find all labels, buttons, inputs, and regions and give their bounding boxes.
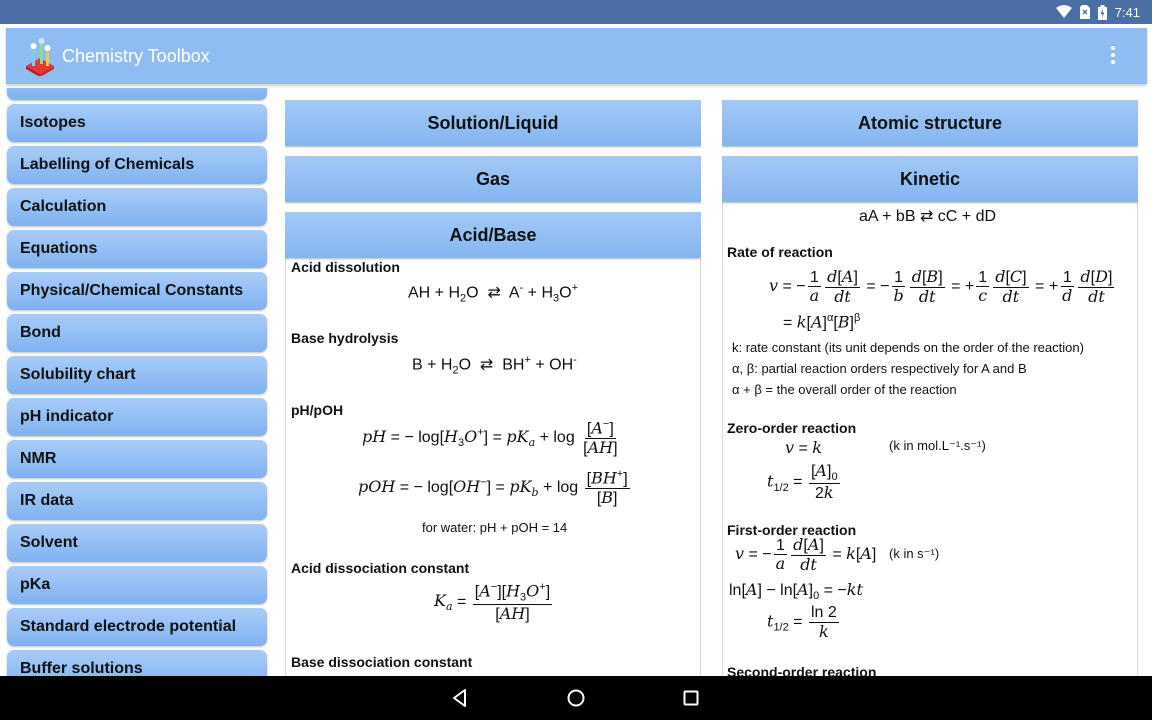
- sidebar-item-label: pKa: [20, 576, 51, 593]
- acid-base-panel: [285, 214, 701, 676]
- sidebar-item-buffer[interactable]: [7, 650, 267, 676]
- app-title: Chemistry Toolbox: [62, 45, 210, 66]
- chemistry-kit-logo: [20, 36, 60, 76]
- section-label: Gas: [475, 168, 511, 189]
- sidebar-item-label: Bond: [20, 324, 61, 341]
- first-order-integrated: $\ln[A] - \ln[A]_0 = -kt$: [729, 580, 863, 603]
- sidebar-item-ir-data[interactable]: [7, 482, 267, 520]
- right-column: [722, 100, 1138, 676]
- first-order-unit: (k in s⁻¹): [889, 546, 940, 561]
- section-acid-base[interactable]: [285, 212, 701, 258]
- zero-order-rate: v = k: [785, 438, 822, 457]
- sidebar-item-label: IR data: [20, 492, 74, 509]
- rate-of-reaction-title: Rate of reaction: [727, 244, 833, 260]
- sidebar-item-label: Labelling of Chemicals: [20, 156, 195, 173]
- status-bar: [0, 0, 1152, 24]
- sidebar-item-bond[interactable]: [7, 314, 267, 352]
- sidebar-item-label: Solubility chart: [20, 366, 136, 383]
- sidebar-item-partial[interactable]: [7, 88, 267, 100]
- navigation-bar: [0, 676, 1152, 720]
- poh-equation: pOH = − $\log[OH^-] = pK_b + \log$ $\frac{[BH^+]}{[B]}$: [358, 468, 628, 507]
- section-kinetic[interactable]: [722, 156, 1138, 202]
- status-time: 7:41: [1114, 4, 1140, 20]
- sidebar-item-electrode[interactable]: [7, 608, 267, 646]
- sidebar-item-label: Buffer solutions: [20, 660, 143, 676]
- first-order-rate: v = − $\frac{1}{a}$ $\frac{d[A]}{dt}$ = k[A]: [735, 535, 877, 574]
- first-order-half-life: $t_{1/2}$ = $\frac{\ln 2}{k}$: [767, 604, 837, 641]
- no-sim-icon: [1080, 5, 1090, 19]
- sidebar-item-equations[interactable]: [7, 230, 267, 268]
- zero-order-unit: (k in mol.L⁻¹.s⁻¹): [889, 438, 986, 453]
- sidebar: [0, 88, 276, 676]
- sidebar-item-pka[interactable]: [7, 566, 267, 604]
- acid-dissociation-title: Acid dissociation constant: [291, 560, 470, 576]
- sidebar-item-label: Solvent: [20, 534, 78, 551]
- more-vert-icon[interactable]: [1103, 46, 1123, 66]
- ph-poh-title: pH/pOH: [291, 402, 344, 418]
- second-order-title: Second-order reaction: [727, 664, 877, 676]
- sidebar-item-nmr[interactable]: [7, 440, 267, 478]
- sidebar-item-isotopes[interactable]: [7, 104, 267, 142]
- base-dissociation-title: Base dissociation constant: [291, 654, 473, 670]
- sidebar-item-label: Physical/Chemical Constants: [20, 282, 244, 299]
- sidebar-item-label: Standard electrode potential: [20, 618, 237, 635]
- base-hydrolysis-title: Base hydrolysis: [291, 330, 399, 346]
- acid-dissolution-title: Acid dissolution: [291, 259, 400, 275]
- rate-law-equation: = $k[A]^\alpha[B]^\beta$: [783, 312, 861, 332]
- app-bar: [6, 28, 1147, 84]
- sidebar-item-ph-indicator[interactable]: [7, 398, 267, 436]
- sidebar-item-label: pH indicator: [20, 408, 114, 425]
- sidebar-item-labelling[interactable]: [7, 146, 267, 184]
- recents-icon[interactable]: [681, 688, 701, 708]
- general-reaction: aA + bB ⇄ cC + dD: [859, 208, 997, 225]
- ka-equation: $K_a$ = $\frac{[A^-][H_3O^+]}{[AH]}$: [434, 581, 551, 623]
- zero-order-title: Zero-order reaction: [727, 420, 857, 436]
- sidebar-item-calculation[interactable]: [7, 188, 267, 226]
- back-icon[interactable]: [450, 688, 470, 708]
- sidebar-item-solvent[interactable]: [7, 524, 267, 562]
- ph-equation: pH = − $\log[H_3O^+] = pK_a + \log$ $\frac{[A^-]}{[AH]}$: [362, 418, 618, 457]
- acid-dissolution-equation: AH + $H_2O$ ⇄ $A^- + H_3O^+$: [408, 282, 579, 305]
- section-label: Atomic structure: [857, 112, 1003, 133]
- home-icon[interactable]: [566, 688, 586, 708]
- battery-icon: [1098, 5, 1107, 20]
- kinetic-panel: [722, 158, 1138, 676]
- sidebar-item-label: NMR: [20, 450, 57, 467]
- section-gas[interactable]: [285, 156, 701, 202]
- water-note: for water: pH + pOH = 14: [422, 520, 568, 535]
- sidebar-item-label: Isotopes: [20, 114, 86, 131]
- sidebar-item-label: Calculation: [20, 198, 107, 215]
- first-order-title: First-order reaction: [727, 522, 857, 538]
- note-overall-order: α + β = the overall order of the reaction: [732, 382, 957, 397]
- section-label: Kinetic: [899, 168, 960, 189]
- sidebar-item-label: Equations: [20, 240, 98, 257]
- note-rate-constant: k: rate constant (its unit depends on the order of the reaction): [732, 340, 1084, 355]
- sidebar-item-solubility[interactable]: [7, 356, 267, 394]
- zero-order-half-life: $t_{1/2}$ = $\frac{[A]_0}{2k}$: [767, 461, 838, 503]
- section-label: Acid/Base: [449, 224, 537, 245]
- section-atomic-structure[interactable]: [722, 100, 1138, 146]
- section-solution-liquid[interactable]: [285, 100, 701, 146]
- section-label: Solution/Liquid: [427, 112, 559, 133]
- base-hydrolysis-equation: $B + H_2O$ ⇄ BH+ + OH-: [412, 354, 577, 377]
- left-column: [285, 100, 701, 676]
- note-partial-orders: α, β: partial reaction orders respectively for A and B: [732, 361, 1027, 376]
- sidebar-item-constants[interactable]: [7, 272, 267, 310]
- rate-equation: v = − $\frac{1}{a}$ $\frac{d[A]}{dt}$ = − $\frac{1}{b}$ $\frac{d[B]}{dt}$ = + $\frac{1}{c}$ $\frac{d[C]}{dt}$ = + $\frac{1}{d}$ $\frac{d[D]}{dt}$: [769, 267, 1113, 306]
- wifi-icon: [1056, 5, 1072, 19]
